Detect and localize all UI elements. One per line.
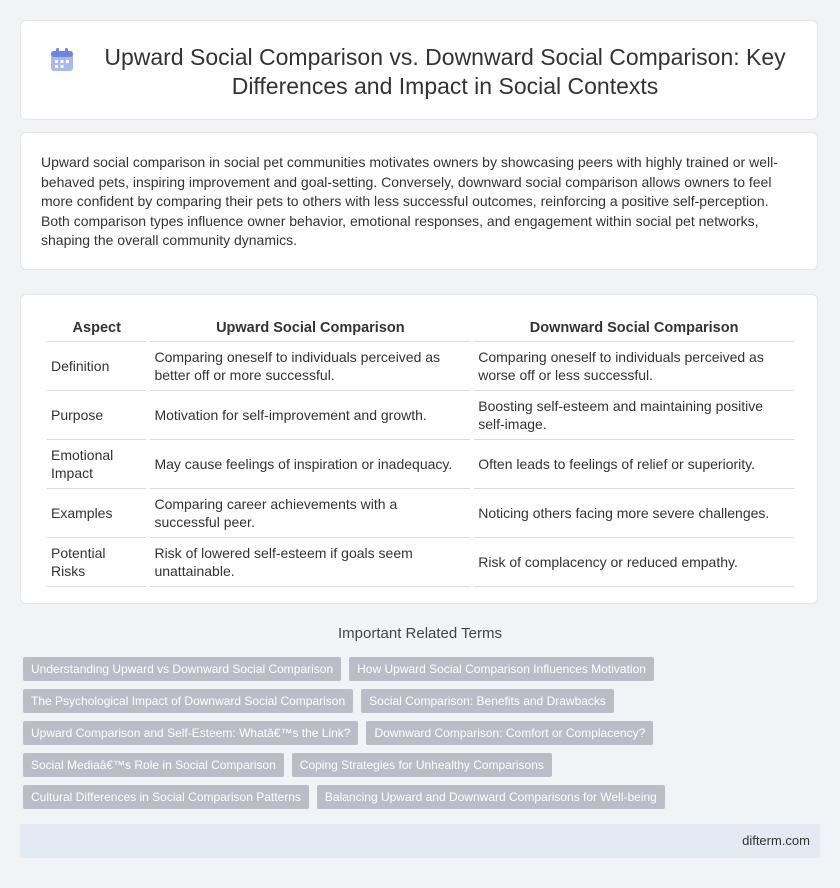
downward-cell: Often leads to feelings of relief or superiority. — [474, 440, 794, 489]
downward-cell: Noticing others facing more severe challenges. — [474, 489, 794, 538]
aspect-cell: Potential Risks — [47, 538, 146, 587]
tag-row — [23, 721, 823, 745]
header-card — [20, 20, 818, 120]
related-terms-list — [23, 657, 823, 817]
related-term-link[interactable]: The Psychological Impact of Downward Social Comparison — [23, 689, 353, 713]
table-row — [47, 489, 794, 538]
aspect-cell: Purpose — [47, 391, 146, 440]
related-term-link[interactable]: Downward Comparison: Comfort or Complacency? — [366, 721, 653, 745]
downward-cell: Risk of complacency or reduced empathy. — [474, 538, 794, 587]
table-row — [47, 538, 794, 587]
intro-text: Upward social comparison in social pet communities motivates owners by showcasing peers with highly trained or well-behaved pets, inspiring improvement and goal-setting. Conversely, downward social comparison allows owners to feel more confident by comparing their pets to others with less successful outcomes, reinforcing a positive self-perception. Both comparison types influence owner behavior, emotional responses, and engagement within social pet networks, shaping the overall community dynamics. — [41, 154, 778, 248]
related-term-link[interactable]: How Upward Social Comparison Influences Motivation — [349, 657, 654, 681]
tag-row — [23, 657, 823, 681]
related-term-link[interactable]: Upward Comparison and Self-Esteem: Whatâ€™s the Link? — [23, 721, 358, 745]
header-aspect: Aspect — [47, 315, 146, 342]
comparison-table-card — [20, 294, 818, 604]
table-row — [47, 391, 794, 440]
footer-site-link[interactable]: difterm.com — [742, 833, 810, 848]
tag-row — [23, 753, 823, 777]
tag-row — [23, 689, 823, 713]
aspect-cell: Examples — [47, 489, 146, 538]
related-term-link[interactable]: Cultural Differences in Social Comparison Patterns — [23, 785, 309, 809]
upward-cell: Risk of lowered self-esteem if goals seem unattainable. — [150, 538, 470, 587]
upward-cell: Motivation for self-improvement and growth. — [150, 391, 470, 440]
downward-cell: Boosting self-esteem and maintaining positive self-image. — [474, 391, 794, 440]
table-row — [47, 342, 794, 391]
intro-card — [20, 132, 818, 270]
related-term-link[interactable]: Social Mediaâ€™s Role in Social Comparison — [23, 753, 284, 777]
table-row — [47, 440, 794, 489]
page-title: Upward Social Comparison vs. Downward Social Comparison: Key Differences and Impact in Social Contexts — [104, 44, 786, 99]
comparison-table — [43, 315, 798, 587]
upward-cell: Comparing career achievements with a successful peer. — [150, 489, 470, 538]
table-header-row — [47, 315, 794, 342]
header-upward: Upward Social Comparison — [150, 315, 470, 342]
related-term-link[interactable]: Social Comparison: Benefits and Drawbacks — [361, 689, 614, 713]
aspect-cell: Emotional Impact — [47, 440, 146, 489]
aspect-cell: Definition — [47, 342, 146, 391]
upward-cell: May cause feelings of inspiration or inadequacy. — [150, 440, 470, 489]
downward-cell: Comparing oneself to individuals perceived as worse off or less successful. — [474, 342, 794, 391]
upward-cell: Comparing oneself to individuals perceived as better off or more successful. — [150, 342, 470, 391]
footer — [20, 824, 820, 858]
related-term-link[interactable]: Understanding Upward vs Downward Social Comparison — [23, 657, 341, 681]
related-terms-title: Important Related Terms — [338, 625, 502, 642]
related-term-link[interactable]: Balancing Upward and Downward Comparisons for Well-being — [317, 785, 665, 809]
tag-row — [23, 785, 823, 809]
header-downward: Downward Social Comparison — [474, 315, 794, 342]
related-term-link[interactable]: Coping Strategies for Unhealthy Comparisons — [292, 753, 552, 777]
